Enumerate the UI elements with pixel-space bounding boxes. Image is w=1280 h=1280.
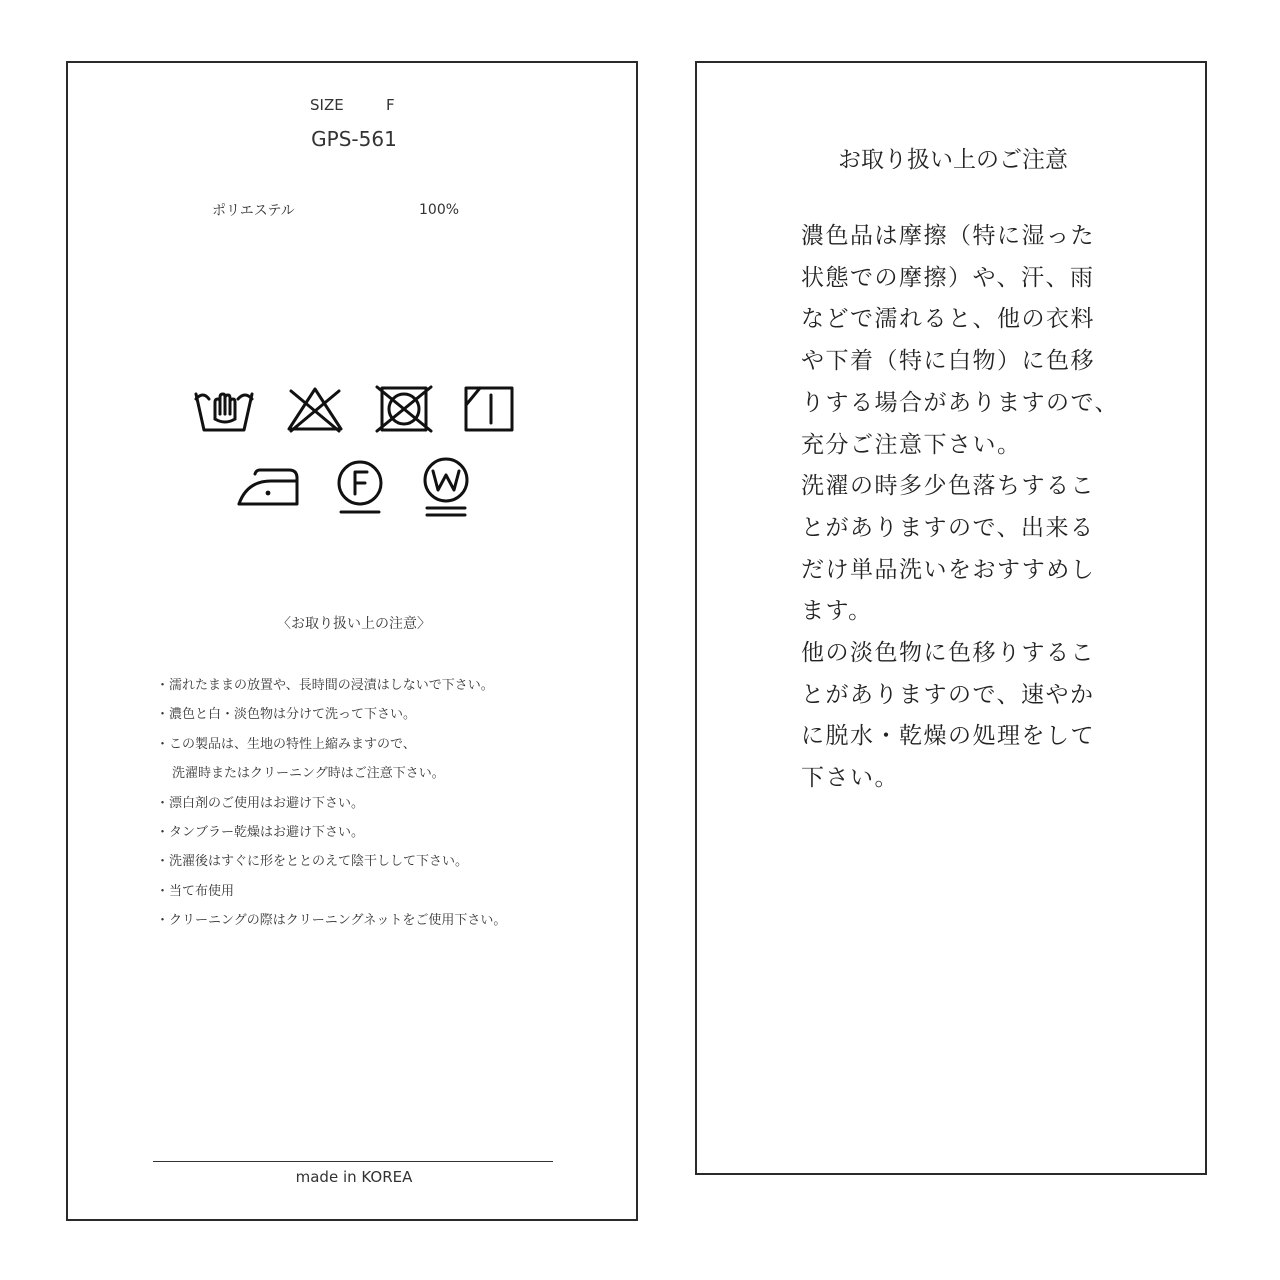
notice-line: とがありますので、出来る bbox=[801, 514, 1095, 541]
notice-line: 洗濯の時多少色落ちするこ bbox=[801, 473, 1095, 500]
notice-line: 状態での摩擦）や、汗、雨 bbox=[801, 264, 1095, 291]
material-name: ポリエステル bbox=[212, 203, 295, 219]
notice-line: に脱水・乾燥の処理をして bbox=[801, 723, 1095, 750]
country-of-origin: made in KOREA bbox=[295, 1168, 413, 1186]
care-item: ・濃色と白・淡色物は分けて洗って下さい。 bbox=[156, 707, 417, 723]
notice-line: や下着（特に白物）に色移 bbox=[801, 348, 1095, 375]
notice-body bbox=[801, 216, 1119, 800]
notice-line: 下さい。 bbox=[801, 765, 899, 792]
care-instructions-list bbox=[156, 671, 506, 936]
notice-line: 他の淡色物に色移りするこ bbox=[801, 640, 1095, 667]
notice-title: お取り扱い上のご注意 bbox=[838, 147, 1068, 173]
wet-clean-w-icon bbox=[419, 456, 473, 518]
care-symbols-row-2 bbox=[68, 456, 640, 518]
material-percent: 100% bbox=[419, 202, 460, 218]
notice-line: りする場合がありますので、 bbox=[801, 389, 1120, 416]
care-label-card bbox=[66, 61, 638, 1221]
care-item: 洗濯時またはクリーニング時はご注意下さい。 bbox=[172, 766, 445, 782]
no-bleach-icon bbox=[285, 385, 345, 433]
care-item: ・濡れたままの放置や、長時間の浸漬はしないで下さい。 bbox=[156, 678, 494, 693]
care-instructions-title: 〈お取り扱い上の注意〉 bbox=[277, 616, 431, 632]
care-item: ・タンブラー乾燥はお避け下さい。 bbox=[156, 825, 365, 841]
care-item: ・この製品は、生地の特性上縮みますので、 bbox=[156, 736, 416, 752]
handling-notice-card bbox=[695, 61, 1207, 1175]
hand-wash-icon bbox=[193, 385, 255, 433]
care-item: ・漂白剤のご使用はお避け下さい。 bbox=[156, 795, 365, 811]
dry-clean-f-icon bbox=[333, 459, 387, 515]
notice-line: だけ単品洗いをおすすめし bbox=[801, 556, 1096, 583]
model-code: GPS-561 bbox=[311, 127, 397, 151]
care-item: ・当て布使用 bbox=[156, 883, 235, 899]
notice-line: などで濡れると、他の衣料 bbox=[801, 306, 1095, 333]
notice-line: 充分ご注意下さい。 bbox=[801, 431, 1022, 458]
low-iron-icon bbox=[235, 465, 301, 509]
care-symbols-row-1 bbox=[68, 385, 640, 433]
size-value: F bbox=[386, 96, 395, 114]
care-item: ・クリーニングの際はクリーニングネットをご使用下さい。 bbox=[156, 913, 507, 929]
size-label: SIZE bbox=[310, 96, 344, 114]
notice-line: 濃色品は摩擦（特に湿った bbox=[801, 223, 1095, 249]
notice-line: とがありますので、速やか bbox=[801, 681, 1095, 708]
notice-line: ます。 bbox=[801, 598, 873, 625]
line-dry-shade-icon bbox=[463, 385, 515, 433]
care-item: ・洗濯後はすぐに形をととのえて陰干しして下さい。 bbox=[156, 854, 469, 870]
no-tumble-dry-icon bbox=[375, 385, 433, 433]
origin-divider bbox=[153, 1161, 553, 1162]
